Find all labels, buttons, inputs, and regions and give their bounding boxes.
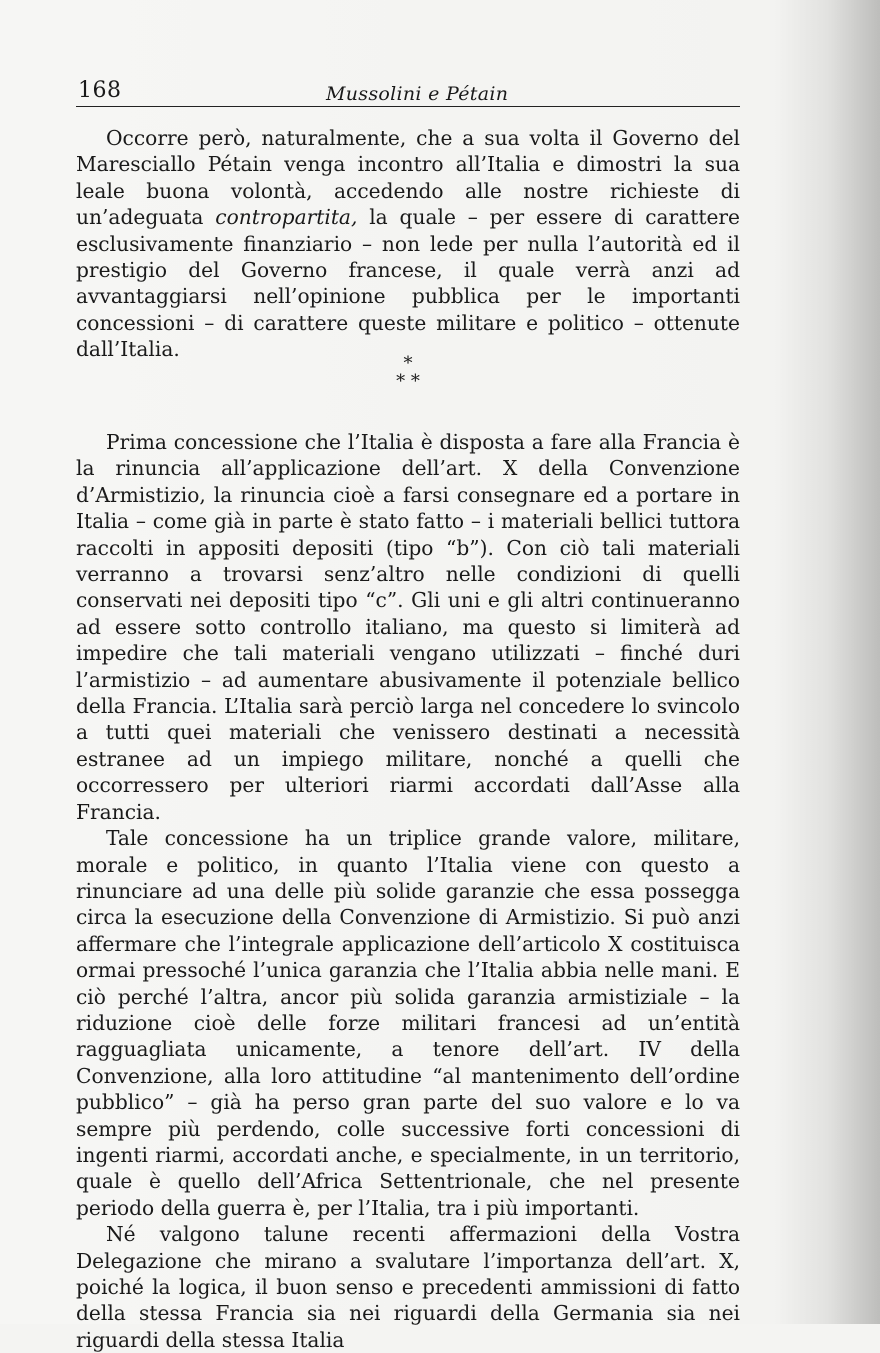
- paragraph-1-text-a: Occorre però, naturalmente, che a sua volta il Governo del Maresciallo Pétain venga incontro all’Italia e dimostri la sua leale buona volontà, accedendo alle nostre richieste di un’adeguata: [76, 126, 740, 230]
- section-separator: [76, 355, 740, 405]
- paragraph-3: Tale concessione ha un triplice grande valore, militare, morale e politico, in quanto l’Italia viene con questo a rinunciare ad una delle più solide garanzie che essa possegga circa la esecuzione della Convenzione di Armistizio. Si può anzi affermare che l’integrale applicazione dell’articolo X costituisca ormai pressoché l’unica garanzia che l’Italia abbia nelle mani. E ciò perché l’altra, ancor più solida garanzia armistiziale – la riduzione cioè delle forze militari francesi ad un’entità ragguagliata unicamente, a tenore dell’art. IV della Convenzione, alla loro attitudine “al mantenimento dell’ordine pubblico” – già ha perso gran parte del suo valore e lo va sempre più perdendo, colle successive forti concessioni di ingenti riarmi, accordati anche, e specialmente, in un territorio, quale è quello dell’Africa Settentrionale, che nel presente periodo della guerra è, per l’Italia, tra i più importanti.: [76, 826, 740, 1220]
- paragraph-4: Né valgono talune recenti affermazioni della Vostra Delegazione che mirano a svalutare l’importanza dell’art. X, poiché la logica, il buon senso e precedenti ammissioni di fatto della stessa Francia sia nei riguardi della Germania sia nei riguardi della stessa Italia: [76, 1222, 740, 1352]
- paragraph-1: [76, 125, 740, 363]
- page-number: 168: [78, 78, 122, 103]
- running-head: Mussolini e Pétain: [326, 83, 509, 105]
- paragraph-2: Prima concessione che l’Italia è disposta a fare alla Francia è la rinuncia all’applicazione dell’art. X della Convenzione d’Armistizio, la rinuncia cioè a farsi consegnare ed a portare in Italia – come già in parte è stato fatto – i materiali bellici tuttora raccolti in appositi depositi (tipo “b”). Con ciò tali materiali verranno a trovarsi senz’altro nelle condizioni di quelli conservati nei depositi tipo “c”. Gli uni e gli altri continueranno ad essere sotto controllo italiano, ma questo si limiterà ad impedire che tali materiali vengano utilizzati – finché duri l’armistizio – ad aumentare abusivamente il potenziale bellico della Francia. L’Italia sarà perciò larga nel concedere lo svincolo a tutti quei materiali che venissero destinati a necessità estranee ad un impiego militare, nonché a quelli che occorressero per ulteriori riarmi accordati dall’Asse alla Francia.: [76, 430, 740, 824]
- paragraph-1-emphasis: contropartita,: [215, 205, 358, 230]
- asterism-bottom: * *: [396, 371, 420, 392]
- asterism-top: *: [403, 353, 413, 374]
- paragraph-1-text-b: la quale – per essere di carattere esclusivamente finanziario – non lede per nulla l’autorità ed il prestigio del Governo francese, il quale verrà anzi ad avvantaggiarsi nell’opinione pubblica per le importanti concessioni – di carattere queste militare e politico – ottenute dall’Italia.: [76, 205, 740, 362]
- section-two: [76, 429, 740, 1353]
- section-one: [76, 125, 740, 363]
- page-header: [76, 74, 740, 107]
